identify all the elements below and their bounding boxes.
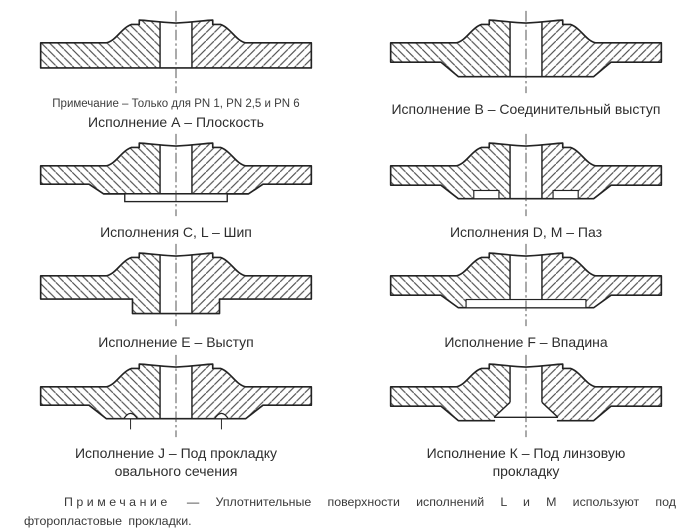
flange-cross-section-DM — [381, 131, 671, 220]
caption-line: Исполнение Е – Выступ — [98, 334, 254, 351]
panel-F-caption — [444, 333, 607, 351]
panel-CL-caption — [100, 223, 252, 241]
panel-A-note: Примечание – Только для PN 1, PN 2,5 и PN 6 — [52, 98, 300, 110]
panel-E — [0, 241, 352, 351]
panel-DM-caption — [450, 223, 602, 241]
panel-A — [0, 8, 352, 131]
caption-line: Исполнение К – Под линзовую — [426, 444, 626, 461]
caption-line: Исполнения D, M – Паз — [449, 224, 603, 241]
caption-line: овального сечения — [114, 462, 238, 479]
panel-A-caption — [88, 113, 264, 131]
panel-K — [352, 352, 700, 480]
caption-line: Исполнения С, L – Шип — [100, 224, 252, 241]
flange-cross-section-F — [381, 241, 671, 330]
caption-line: Исполнение J – Под прокладку — [74, 444, 278, 461]
panel-B-caption — [391, 100, 660, 118]
flange-cross-section-A — [31, 8, 321, 97]
panel-F — [352, 241, 700, 351]
flange-cross-section-K — [381, 352, 671, 441]
flange-cross-section-J — [31, 352, 321, 441]
flange-cross-section-E — [31, 241, 321, 330]
footnote-label: Примечание — [64, 494, 171, 509]
figure-footnote — [24, 493, 676, 530]
panel-K-caption — [427, 444, 626, 480]
caption-line: прокладку — [492, 462, 560, 479]
flange-cross-section-CL — [31, 131, 321, 220]
footnote-text: — Уплотнительные поверхности исполнений L и M используют под фторопластовые прокладки. — [24, 494, 676, 528]
panel-DM — [352, 131, 700, 241]
panel-E-caption — [98, 333, 254, 351]
panel-B — [352, 8, 700, 131]
panel-J — [0, 352, 352, 480]
caption-line: Исполнение В – Соединительный выступ — [391, 101, 661, 117]
flange-cross-section-B — [381, 8, 671, 97]
caption-line: Исполнение F – Впадина — [444, 334, 608, 351]
panel-CL — [0, 131, 352, 241]
panel-J-caption — [75, 444, 277, 480]
caption-line: Исполнение А – Плоскость — [88, 114, 264, 130]
